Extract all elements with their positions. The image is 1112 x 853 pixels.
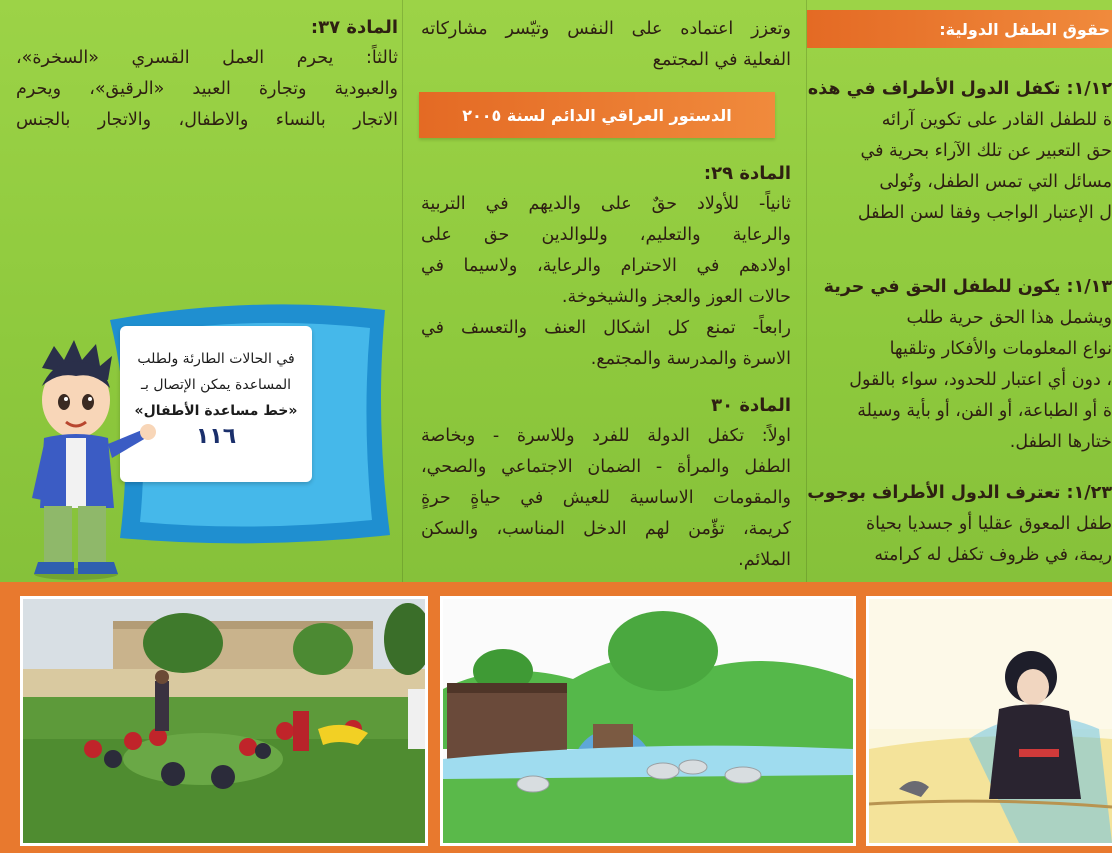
landscape-drawing-image bbox=[443, 599, 853, 843]
crc-line: ة للطفل القادر على تكوين آرائه bbox=[881, 110, 1112, 130]
child-rights-banner-text: حقوق الطفل الدولية: bbox=[939, 19, 1110, 39]
article-29-line: حالات العوز والعجز والشيخوخة. bbox=[561, 287, 791, 307]
help-card-line: «خط مساعدة الأطفال» bbox=[134, 403, 298, 419]
constitution-banner bbox=[419, 92, 775, 138]
children-playing-photo bbox=[20, 596, 428, 846]
help-line-number: ١١٦ bbox=[195, 424, 237, 449]
article-37 bbox=[16, 12, 398, 136]
article-29-line: اولادهم في الاحترام والرعاية، ولاسيما في bbox=[421, 256, 791, 276]
middle-panel bbox=[403, 0, 807, 582]
article-29-line: الاسرة والمدرسة والمجتمع. bbox=[590, 349, 791, 369]
article-30-heading: المادة ٣٠ bbox=[711, 395, 791, 416]
intro-line: الفعلية في المجتمع bbox=[652, 50, 791, 70]
article-29 bbox=[421, 158, 791, 375]
crc-article-12 bbox=[807, 74, 1112, 229]
article-37-line: والعبودية وتجارة العبيد «الرقيق»، ويحرم bbox=[16, 79, 398, 99]
crc-article-23 bbox=[807, 478, 1112, 571]
article-30-line: الملائم. bbox=[738, 550, 791, 570]
help-card-line: في الحالات الطارئة ولطلب bbox=[137, 351, 295, 367]
crc-line: نواع المعلومات والأفكار وتلقيها bbox=[889, 339, 1112, 359]
crc-line: ل الإعتبار الواجب وفقا لسن الطفل bbox=[857, 203, 1112, 223]
article-29-line: والرعاية والتعليم، وللوالدين حق على bbox=[421, 225, 791, 245]
article-37-line: ثالثاً: يحرم العمل القسري «السخرة»، bbox=[16, 48, 398, 68]
child-rights-banner bbox=[807, 10, 1112, 48]
crc-line: ، دون أي اعتبار للحدود، سواء بالقول bbox=[849, 370, 1112, 390]
article-37-line: الاتجار بالنساء والاطفال، والاتجار بالجنس bbox=[16, 110, 398, 130]
crc-line: ويشمل هذا الحق حرية طلب bbox=[906, 308, 1112, 328]
intro-text bbox=[421, 14, 791, 76]
children-playing-image bbox=[23, 599, 425, 843]
child-drawing-landscape bbox=[440, 596, 856, 846]
article-30-line: الطفل والمرأة - الضمان الاجتماعي والصحي، bbox=[421, 457, 791, 477]
article-30-line: اولاً: تكفل الدولة للفرد وللاسرة - وبخاصة bbox=[421, 426, 791, 446]
cartoon-boy-illustration bbox=[14, 338, 164, 582]
intro-line: وتعزز اعتماده على النفس وتيّسر مشاركاته bbox=[421, 19, 791, 39]
article-30 bbox=[421, 390, 791, 576]
crc-line: طفل المعوق عقليا أو جسديا بحياة bbox=[866, 514, 1112, 534]
girl-drawing-image bbox=[869, 599, 1112, 843]
article-29-line: رابعاً- تمنع كل اشكال العنف والتعسف في bbox=[421, 318, 791, 338]
crc-line: مسائل التي تمس الطفل، وتُولى bbox=[879, 172, 1112, 192]
crc-line: ختارها الطفل. bbox=[1009, 432, 1112, 452]
crc-line: ١/٢٣: تعترف الدول الأطراف بوجوب bbox=[807, 483, 1112, 503]
article-29-line: ثانياً- للأولاد حقٌ على والديهم في التربية bbox=[421, 194, 791, 214]
left-panel bbox=[0, 0, 403, 582]
right-panel bbox=[807, 0, 1112, 582]
crc-line: ة أو الطباعة، أو الفن، أو بأية وسيلة bbox=[857, 401, 1112, 421]
help-card-line: المساعدة يمكن الإتصال بـ bbox=[140, 377, 292, 393]
crc-line: ريمة، في ظروف تكفل له كرامته bbox=[874, 545, 1112, 565]
article-37-heading: المادة ٣٧: bbox=[310, 17, 398, 38]
crc-line: حق التعبير عن تلك الآراء بحرية في bbox=[860, 141, 1112, 161]
crc-article-13 bbox=[812, 272, 1112, 458]
constitution-banner-text: الدستور العراقي الدائم لسنة ٢٠٠٥ bbox=[462, 105, 732, 125]
article-29-heading: المادة ٢٩: bbox=[703, 163, 791, 184]
crc-line: ١/١٢: تكفل الدول الأطراف في هذه bbox=[807, 79, 1112, 99]
article-30-line: كريمة، تؤّمن لهم الدخل المناسب، والسكن bbox=[421, 519, 791, 539]
article-30-line: والمقومات الاساسية للعيش في حياةٍ حرةٍ bbox=[421, 488, 791, 508]
crc-line: ١/١٣: يكون للطفل الحق في حرية bbox=[823, 277, 1112, 297]
child-drawing-girl bbox=[866, 596, 1112, 846]
